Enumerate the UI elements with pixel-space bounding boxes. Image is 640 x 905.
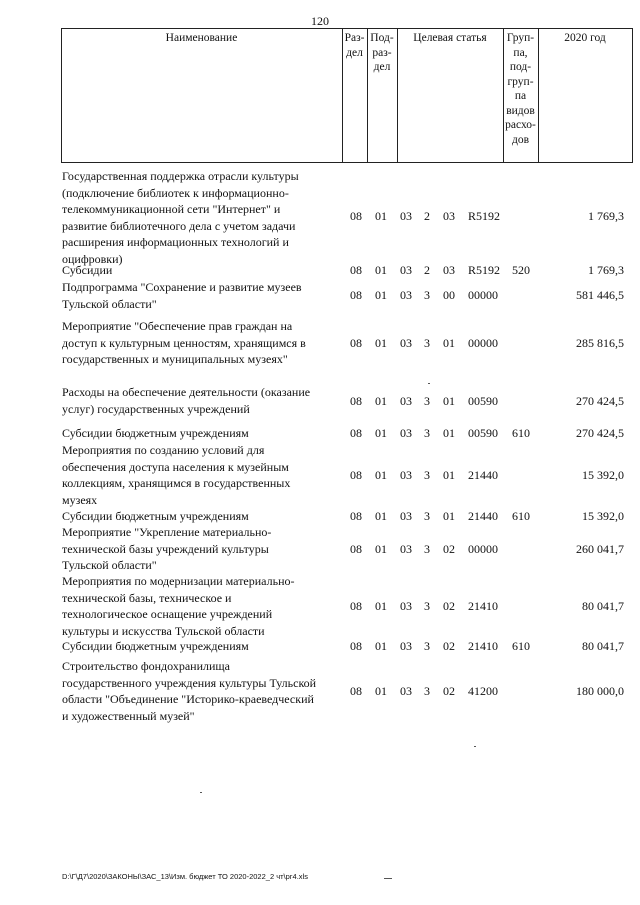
header-razdel: Раз- дел [344,32,365,59]
row-razdel: 08 [350,426,362,440]
row-group: 610 [512,426,530,440]
col-divider [632,28,633,162]
row-article-3: 01 [443,509,455,523]
row-article-1: 03 [400,684,412,698]
scan-speck [200,792,202,793]
row-sum: 1 769,3 [588,263,624,277]
row-name: Мероприятия по созданию условий для обеспечения доступа населения к музейным коллекциям, хранящимся в государственных музеях [62,443,291,507]
row-article-3: 03 [443,209,455,223]
row-article-1: 03 [400,263,412,277]
row-name: Субсидии бюджетным учреждениям [62,426,249,440]
row-article-1: 03 [400,542,412,556]
row-article-2: 3 [424,394,430,408]
row-podrazdel: 01 [375,209,387,223]
row-article-3: 01 [443,468,455,482]
col-divider [61,28,62,162]
header-name: Наименование [165,32,238,44]
row-article-1: 03 [400,509,412,523]
row-razdel: 08 [350,263,362,277]
scan-speck [474,746,476,747]
col-divider [538,28,539,162]
row-article-1: 03 [400,209,412,223]
row-article-4: 21440 [468,468,498,482]
row-article-4: 00590 [468,394,498,408]
row-name: Строительство фондохранилища государственного учреждения культуры Тульской области "Объединение "Историко-краеведческий и художественный музей" [62,659,317,723]
row-article-4: 41200 [468,684,498,698]
row-article-4: 21410 [468,599,498,613]
row-podrazdel: 01 [375,599,387,613]
row-sum: 80 041,7 [582,599,624,613]
row-podrazdel: 01 [375,684,387,698]
row-article-3: 02 [443,684,455,698]
col-divider [397,28,398,162]
row-name: Подпрограмма "Сохранение и развитие музеев Тульской области" [62,280,302,311]
header-podrazdel: Под- раз- дел [370,32,394,73]
row-article-1: 03 [400,426,412,440]
header-top-border [61,28,633,29]
row-name: Мероприятия по модернизации материально- технической базы, техническое и технологическое оснащение учреждений культуры и искусства Тульской области [62,574,295,638]
row-article-3: 01 [443,336,455,350]
row-sum: 270 424,5 [576,394,624,408]
row-razdel: 08 [350,599,362,613]
row-article-4: R5192 [468,263,501,277]
row-group: 520 [512,263,530,277]
row-podrazdel: 01 [375,263,387,277]
row-razdel: 08 [350,394,362,408]
row-razdel: 08 [350,639,362,653]
table-header [61,28,633,162]
row-name: Субсидии бюджетным учреждениям [62,639,249,653]
row-razdel: 08 [350,209,362,223]
row-sum: 1 769,3 [588,209,624,223]
row-name: Государственная поддержка отрасли культуры (подключение библиотек к информационно- телекоммуникационной сети "Интернет" и развитие библиотечного дела с учетом задачи расширения информационных технологий и оцифровки) [62,169,299,266]
row-group: 610 [512,639,530,653]
row-group: 610 [512,509,530,523]
row-sum: 581 446,5 [576,288,624,302]
row-article-2: 3 [424,509,430,523]
row-article-2: 3 [424,542,430,556]
row-article-2: 2 [424,209,430,223]
header-group: Груп- па, под- груп- па видов расхо- дов [505,32,536,146]
row-podrazdel: 01 [375,639,387,653]
row-razdel: 08 [350,468,362,482]
row-podrazdel: 01 [375,509,387,523]
header-bottom-border [61,162,633,163]
row-article-1: 03 [400,288,412,302]
row-article-3: 02 [443,542,455,556]
scan-speck [384,878,392,879]
row-article-3: 02 [443,599,455,613]
row-article-1: 03 [400,599,412,613]
row-article-4: 21410 [468,639,498,653]
row-article-2: 3 [424,468,430,482]
row-article-4: 21440 [468,509,498,523]
row-razdel: 08 [350,542,362,556]
row-article-2: 3 [424,336,430,350]
row-razdel: 08 [350,336,362,350]
row-article-3: 01 [443,426,455,440]
row-article-4: 00000 [468,336,498,350]
row-name: Расходы на обеспечение деятельности (оказание услуг) государственных учреждений [62,385,311,416]
row-sum: 180 000,0 [576,684,624,698]
row-article-2: 3 [424,599,430,613]
row-podrazdel: 01 [375,426,387,440]
row-article-3: 02 [443,639,455,653]
row-article-3: 00 [443,288,455,302]
header-target-article: Целевая статья [413,32,487,44]
row-name: Мероприятие "Обеспечение прав граждан на доступ к культурным ценностям, хранящимся в государственных и муниципальных музеях" [62,319,306,366]
row-podrazdel: 01 [375,336,387,350]
row-razdel: 08 [350,509,362,523]
row-article-4: R5192 [468,209,501,223]
row-article-4: 00000 [468,542,498,556]
row-razdel: 08 [350,288,362,302]
row-article-1: 03 [400,336,412,350]
header-year: 2020 год [564,32,606,44]
row-article-2: 3 [424,639,430,653]
row-article-2: 3 [424,426,430,440]
row-name: Субсидии [62,263,113,277]
row-sum: 270 424,5 [576,426,624,440]
row-article-4: 00000 [468,288,498,302]
row-sum: 15 392,0 [582,468,624,482]
row-podrazdel: 01 [375,394,387,408]
row-article-4: 00590 [468,426,498,440]
row-sum: 285 816,5 [576,336,624,350]
row-sum: 15 392,0 [582,509,624,523]
row-podrazdel: 01 [375,468,387,482]
row-article-2: 3 [424,288,430,302]
page-number: 120 [311,14,329,28]
file-path-footer: D:\Г\Д7\2020\ЗАКОНЫ\ЗАС_13\Изм. бюджет ТО 2020-2022_2 чт\рг4.xls [62,872,308,881]
row-sum: 260 041,7 [576,542,624,556]
row-podrazdel: 01 [375,542,387,556]
row-name: Субсидии бюджетным учреждениям [62,509,249,523]
row-article-1: 03 [400,639,412,653]
row-article-1: 03 [400,468,412,482]
row-name: Мероприятие "Укрепление материально- технической базы учреждений культуры Тульской области" [62,525,272,572]
row-razdel: 08 [350,684,362,698]
row-podrazdel: 01 [375,288,387,302]
row-article-3: 01 [443,394,455,408]
row-article-2: 2 [424,263,430,277]
row-sum: 80 041,7 [582,639,624,653]
row-article-3: 03 [443,263,455,277]
row-article-1: 03 [400,394,412,408]
row-article-2: 3 [424,684,430,698]
scan-speck [428,383,430,384]
